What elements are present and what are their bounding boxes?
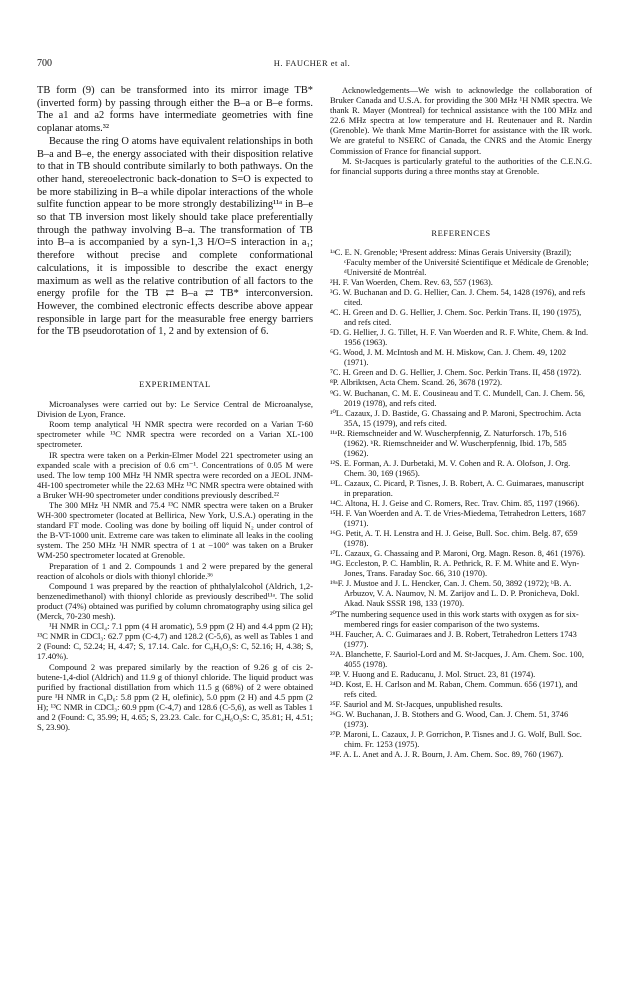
experimental-paragraph: ¹H NMR in CCl₄: 7.1 ppm (4 H aromatic), 5.9 ppm (2 H) and 4.4 ppm (2 H); ¹³C NMR in CDCl₃: 62.7 ppm (C-4,7) and 128.2 (C-5,6), as well as Tables 1 and 2 (Found: C, 52.24; H, 4.47; S, 17.14. Calc. for C₈H₈O₃S: C, 52.16; H, 4.38; S, 17.40%). [37,621,313,662]
reference-item: ¹²S. E. Forman, A. J. Durbetaki, M. V. Cohen and R. A. Olofson, J. Org. Chem. 30, 169 (1965). [330,458,571,478]
reference-item: ¹⁷L. Cazaux, G. Chassaing and P. Maroni, Org. Magn. Reson. 8, 461 (1976). [330,549,586,559]
reference-item: ¹⁰L. Cazaux, J. D. Bastide, G. Chassaing and P. Maroni, Spectrochim. Acta 35A, 15 (1979), and refs cited. [330,408,582,428]
reference-item: ²⁷P. Maroni, L. Cazaux, J. P. Gorrichon, P. Tisnes and J. G. Wolf, Bull. Soc. chim. Fr. 1253 (1975). [330,730,582,750]
reference-item: ¹³L. Cazaux, C. Picard, P. Tisnes, J. B. Robert, A. C. Guimaraes, manuscript in preparation. [330,478,584,498]
reference-item: ²¹H. Faucher, A. C. Guimaraes and J. B. Robert, Tetrahedron Letters 1743 (1977). [330,629,577,649]
reference-item: ²⁶G. W. Buchanan, J. B. Stothers and G. Wood, Can. J. Chem. 51, 3746 (1973). [330,710,569,730]
reference-item: ²⁰The numbering sequence used in this work starts with oxygen as for six-membered rings for easier comparison of the two systems. [330,609,579,629]
reference-item: ⁹G. W. Buchanan, C. M. E. Cousineau and T. C. Mundell, Can. J. Chem. 56, 2019 (1978), and refs cited. [330,388,586,408]
page-number: 700 [37,58,52,69]
body-paragraph: TB form (9) can be transformed into its mirror image TB* (inverted form) by passing through either the B–a or B–e forms. The a1 and a2 forms have intermediate geometries with fine coplanar atoms.³² [37,85,313,135]
experimental-paragraph: Compound 1 was prepared by the reaction of phthalylalcohol (Aldrich, 1,2-benzenedimethanol) with thionyl chloride as previously described¹¹ᵃ. The solid product (74%) obtained was purified by column chromatography using silica gel (Merck, 70-230 mesh). [37,580,313,622]
acknowledgements: M. St-Jacques is particularly grateful to the authorities of the C.E.N.G. for financial supports during a three months stay at Grenoble. [330,155,592,176]
experimental-paragraph: The 300 MHz ¹H NMR and 75.4 ¹³C NMR spectra were taken on a Bruker WH-300 spectrometer (located at Bellirica, New York, U.S.A.) operating in the standard FT mode. Cooling was done by boiling off liquid N₂ under control of the B-VT-1000 unit. Extreme care was taken to eliminate all leaks in the cooling system. The 250 MHz ¹H NMR spectra of 1 at −100° was taken on a Bruker WM-250 spectrometer located at Grenoble. [37,500,313,561]
reference-item: ²⁴D. Kost, E. H. Carlson and M. Raban, Chem. Commun. 656 (1971), and refs cited. [330,679,578,699]
reference-item: ¹ᵃC. E. N. Grenoble; ᵇPresent address: Minas Gerais University (Brazil); ᶜFaculty member of the Université Scientifique et Médicale de Grenoble; ᵈUniversité de Montréal. [330,247,589,277]
experimental-heading: EXPERIMENTAL [139,379,211,390]
reference-item: ⁸P. Albriktsen, Acta Chem. Scand. 26, 3678 (1972). [330,378,503,388]
reference-item: ¹⁸G. Eccleston, P. C. Hamblin, R. A. Pethrick, R. F. M. White and E. Wyn-Jones, Trans. Faraday Soc. 66, 310 (1970). [330,559,580,579]
experimental-paragraph: Compound 2 was prepared similarly by the reaction of 9.26 g of cis 2-butene-1,4-diol (Aldrich) and 11.9 g of thionyl chloride. The liquid product was purified by fractional distillation from which 11.5 g (68%) of 2 were obtained pure ¹H NMR in C₆D₆: 5.8 ppm (2 H, olefinic), 5.0 ppm (2 H) and 4.5 ppm (2 H); ¹³C NMR in CDCl₃: 60.9 ppm (C-4,7) and 128.6 (C-5,6), as well as Tables 1 and 2 (Found: C, 35.99; H, 4.65; S, 23.23. Calc. for C₄H₆O₃S: C, 35.81; H, 4.51; S, 23.90). [37,661,313,733]
reference-item: ²²A. Blanchette, F. Sauriol-Lord and M. St-Jacques, J. Am. Chem. Soc. 100, 4055 (1978). [330,649,584,669]
reference-item: ¹⁴C. Altona, H. J. Geise and C. Romers, Rec. Trav. Chim. 85, 1197 (1966). [330,499,580,509]
experimental-paragraph: IR spectra were taken on a Perkin-Elmer Model 221 spectrometer using an expanded scale with a precision of 0.6 cm⁻¹. Concentrations of 0.05 M were used. The low temp 100 MHz ¹H NMR spectra were recorded on a JEOL JNM-4H-100 spectrometer while the 22.63 MHz ¹³C NMR spectra were obtained with a Bruker WH-90 spectrometer under conditions previously described.²² [37,449,313,500]
running-head: H. FAUCHER et al. [273,58,351,68]
experimental-paragraph: Room temp analytical ¹H NMR spectra were recorded on a Varian T-60 spectrometer while ¹³C NMR spectra were recorded on a Varian XL-100 spectrometer. [37,419,313,450]
reference-item: ³G. W. Buchanan and D. G. Hellier, Can. J. Chem. 54, 1428 (1976), and refs cited. [330,288,586,308]
reference-item: ⁷C. H. Green and D. G. Hellier, J. Chem. Soc. Perkin Trans. II, 458 (1972). [330,368,582,378]
acknowledgements: Acknowledgements—We wish to acknowledge the collaboration of Bruker Canada and U.S.A. for providing the 300 MHz ¹H NMR spectra. We thank R. Mayer (Montreal) for technical assistance with the 100 MHz and 22.6 MHz spectra at low temperature and H. Reutenauer and R. Nardin (Grenoble). We thank Mme Martin-Borret for assistance with the IR work. We are grateful to NSERC of Canada, the CNRS and the Atomic Energy Commission of France for financial support. [330,85,592,156]
references-heading: REFERENCES [431,227,491,238]
right-column [330,85,592,760]
left-column [37,85,313,732]
page-header [0,58,624,72]
reference-item: ⁴C. H. Green and D. G. Hellier, J. Chem. Soc. Perkin Trans. II, 190 (1975), and refs cited. [330,308,582,328]
reference-item: ²⁸F. A. L. Anet and A. J. R. Bourn, J. Am. Chem. Soc. 89, 760 (1967). [330,750,564,760]
reference-item: ⁶G. Wood, J. M. McIntosh and M. H. Miskow, Can. J. Chem. 49, 1202 (1971). [330,348,567,368]
reference-item: ¹⁶G. Petit, A. T. H. Lenstra and H. J. Geise, Bull. Soc. chim. Belg. 87, 659 (1978). [330,529,578,549]
body-paragraph: Because the ring O atoms have equivalent relationships in both B–a and B–e, the energy associated with their disposition relative to that in TB should contribute similarly to both pathways. On the other hand, stereoelectronic back-donation to S=O is expected to be more stabilizing in B–a while dipolar interactions of the whole sulfite function appear to be more strongly destabilizing¹¹ᵃ in B–e so that TB inversion most likely should take place preferentially through the pathway involving B–a. The transformation of TB into B–a is accompanied by a syn-1,3 H/O=S interaction in a₁; therefore without precise and complete conformational calculations, it is impossible to describe the exact energy maximum as well as the relative contribution of all factors to the energy profile for the TB ⇄ B–a ⇄ TB* interconversion. However, the combined electronic effects describe above appear responsible in large part for the measurable free energy barriers for the TB pseudorotation of 1, 2 and by extension of 6. [37,135,313,338]
reference-item: ²³P. V. Huong and E. Raducanu, J. Mol. Struct. 23, 81 (1974). [330,669,536,679]
experimental-paragraph: Microanalyses were carried out by: Le Service Central de Microanalyse, Division de Lyon, France. [37,399,313,420]
references-list [330,248,592,760]
reference-item: ²⁵F. Sauriol and M. St-Jacques, unpublished results. [330,699,503,709]
experimental-paragraph: Preparation of 1 and 2. Compounds 1 and 2 were prepared by the general reaction of alcohols or diols with thionyl chloride.³⁶ [37,560,313,581]
reference-item: ¹¹ᵃR. Riemschneider and W. Wuscherpfennig, Z. Naturforsch. 17b, 516 (1962). ᵇR. Riemschneider and W. Wuscherpfennig, Ibid. 17b, 585 (1962). [330,428,567,458]
reference-item: ¹⁹ᵃF. J. Mustoe and J. L. Hencker, Can. J. Chem. 50, 3892 (1972); ᵇB. A. Arbuzov, V. A. Naumov, N. M. Zarijov and L. D. P. Pronicheva, Dokl. Akad. Nauk SSSR 198, 133 (1970). [330,579,580,609]
reference-item: ²H. F. Van Woerden, Chem. Rev. 63, 557 (1963). [330,277,493,287]
reference-item: ¹⁵H. F. Van Woerden and A. T. de Vries-Miedema, Tetrahedron Letters, 1687 (1971). [330,509,586,529]
reference-item: ⁵D. G. Hellier, J. G. Tillet, H. F. Van Woerden and R. F. White, Chem. & Ind. 1956 (1963). [330,328,589,348]
